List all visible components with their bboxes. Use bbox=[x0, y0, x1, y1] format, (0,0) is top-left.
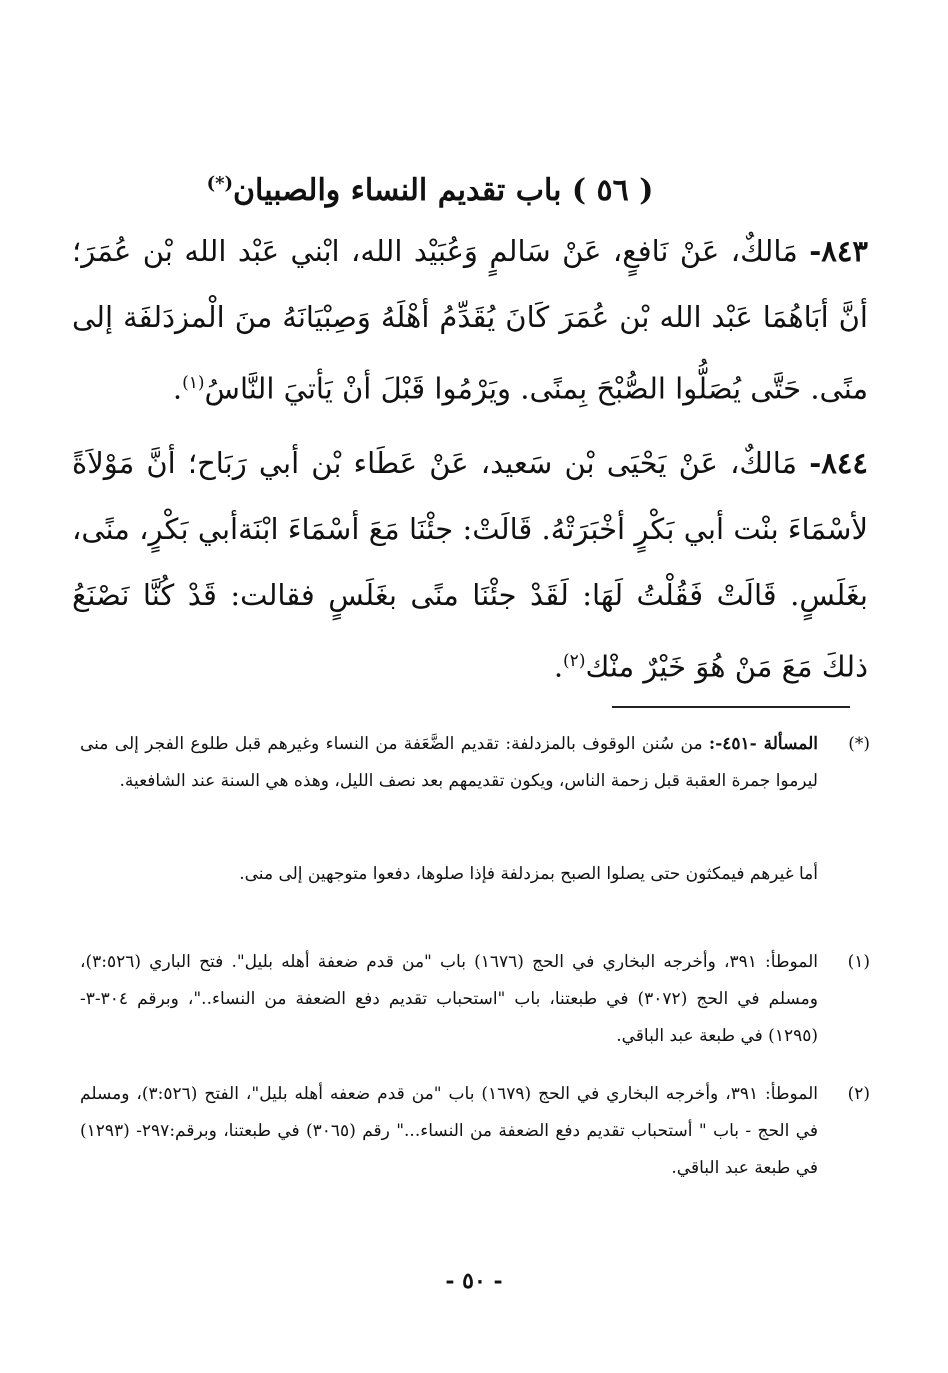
footnote-marker: (١) bbox=[847, 952, 870, 972]
footnote-marker: (*) bbox=[848, 734, 870, 754]
footnote-text: الموطأ: ٣٩١، وأخرجه البخاري في الحج (١٦٧٦) باب "من قدم ضعفة أهله بليل". فتح الباري (٣:٥٢٦)، ومسلم في الحج (٣٠٧٢) في طبعتنا، باب "استحباب تقديم دفع الضعفة من النساء.."، وبرقم ٣٠٤-٣- (١٢٩٥) في طبعة عبد الباقي. bbox=[80, 952, 818, 1046]
footnote-marker: (٢) bbox=[847, 1084, 870, 1104]
footnote-ref: (١) bbox=[182, 373, 205, 393]
hadith-text: مَالكٌ، عَنْ نَافعٍ، عَنْ سَالمٍ وَعُبَيْد الله، ابْني عَبْد الله بْن عُمَرَ؛ أنَّ أبَاهُمَا عَبْد الله بْن عُمَرَ كَانَ يُقَدِّمُ أهْلَهُ وَصِبْيَانَهُ منَ الْمزدَلفَة إلى منًى. حَتَّى يُصَلُّوا الصُّبْحَ بِمنًى. ويَرْمُوا قَبْلَ أنْ يَأتيَ النَّاسُ bbox=[72, 234, 868, 406]
footnote-2 bbox=[80, 1076, 870, 1187]
chapter-title-text: ( ٥٦ ) باب تقديم النساء والصبيان bbox=[233, 173, 654, 208]
footnote-ref: (٢) bbox=[563, 651, 586, 671]
hadith-end: . bbox=[172, 371, 183, 406]
chapter-footnote-marker: (*) bbox=[206, 173, 234, 194]
hadith-844 bbox=[72, 430, 868, 700]
hadith-number: ٨٤٤- bbox=[809, 446, 868, 480]
footnote-label: المسألة -٤٥١-: bbox=[708, 734, 818, 754]
footnote-text: من سُنن الوقوف بالمزدلفة: تقديم الضَّعَفة من النساء وغيرهم قبل طلوع الفجر إلى منى ليرموا جمرة العقبة قبل زحمة الناس، ويكون تقديمهم بعد نصف الليل، وهذه هي السنة عند الشافعية. bbox=[80, 734, 818, 791]
footnote-1 bbox=[80, 944, 870, 1055]
page-number: - ٥٠ - bbox=[445, 1268, 503, 1294]
footnote-divider bbox=[612, 706, 850, 708]
hadith-843 bbox=[72, 218, 868, 422]
footnote-star-continuation: أما غيرهم فيمكثون حتى يصلوا الصبح بمزدلفة فإذا صلوها، دفعوا متوجهين إلى منى. bbox=[239, 864, 818, 884]
footnote-star bbox=[80, 726, 870, 800]
hadith-end: . bbox=[553, 649, 564, 684]
footnote-text: الموطأ: ٣٩١، وأخرجه البخاري في الحج (١٦٧٩) باب "من قدم ضعفه أهله بليل"، الفتح (٣:٥٢٦)، ومسلم في الحج - باب " أستحباب تقديم دفع الضعفة من النساء..." رقم (٣٠٦٥) في طبعتنا، وبرقم:٢٩٧- (١٢٩٣) في طبعة عبد الباقي. bbox=[80, 1084, 818, 1178]
hadith-number: ٨٤٣- bbox=[809, 234, 868, 268]
chapter-title bbox=[150, 160, 710, 215]
hadith-text: مَالكٌ، عَنْ يَحْيَى بْن سَعيد، عَنْ عَطَاء بْن أبي رَبَاح؛ أنَّ مَوْلاَةً لأسْمَاءَ بنْت أبي بَكْرٍ أخْبَرَتْهُ. قَالَتْ: جئْنَا مَعَ أسْمَاءَ ابْنَةأبي بَكْرٍ، منًى، بغَلَسٍ. قَالَتْ فَقُلْتُ لَهَا: لَقَدْ جئْنَا منًى بغَلَسٍ فقالت: قَدْ كُنَّا نَصْنَعُ ذلكَ مَعَ مَنْ هُوَ خَيْرٌ منْك bbox=[72, 446, 868, 684]
